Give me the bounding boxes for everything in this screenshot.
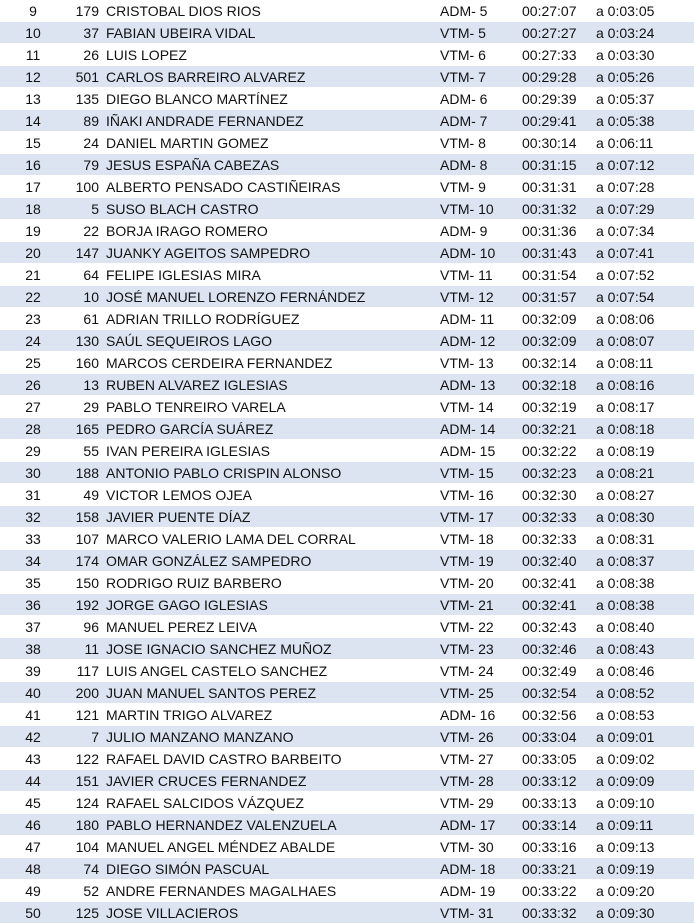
finish-time-cell: 00:33:22 [522,880,596,902]
runner-name-cell: DIEGO BLANCO MARTÍNEZ [104,88,440,110]
category-cell: VTM- 30 [440,836,522,858]
time-gap-cell: a 0:05:37 [596,88,694,110]
table-row [0,682,694,704]
finish-time-cell: 00:32:43 [522,616,596,638]
category-cell: ADM- 13 [440,374,522,396]
runner-name-cell: ALBERTO PENSADO CASTIÑEIRAS [104,176,440,198]
time-gap-cell: a 0:07:41 [596,242,694,264]
category-cell: VTM- 18 [440,528,522,550]
time-gap-cell: a 0:08:38 [596,594,694,616]
category-cell: VTM- 9 [440,176,522,198]
time-gap-cell: a 0:08:53 [596,704,694,726]
runner-name-cell: JOSE VILLACIEROS [104,902,440,924]
category-cell: VTM- 6 [440,44,522,66]
position-cell: 33 [0,528,66,550]
bib-number-cell: 52 [66,880,104,902]
table-row [0,902,694,924]
table-row [0,330,694,352]
bib-number-cell: 29 [66,396,104,418]
bib-number-cell: 64 [66,264,104,286]
time-gap-cell: a 0:07:29 [596,198,694,220]
finish-time-cell: 00:32:33 [522,528,596,550]
category-cell: VTM- 28 [440,770,522,792]
runner-name-cell: JUANKY AGEITOS SAMPEDRO [104,242,440,264]
table-row [0,484,694,506]
table-row [0,44,694,66]
time-gap-cell: a 0:08:31 [596,528,694,550]
runner-name-cell: JAVIER CRUCES FERNANDEZ [104,770,440,792]
time-gap-cell: a 0:08:18 [596,418,694,440]
bib-number-cell: 200 [66,682,104,704]
position-cell: 10 [0,22,66,44]
bib-number-cell: 158 [66,506,104,528]
time-gap-cell: a 0:08:40 [596,616,694,638]
time-gap-cell: a 0:09:20 [596,880,694,902]
category-cell: VTM- 12 [440,286,522,308]
category-cell: VTM- 29 [440,792,522,814]
position-cell: 48 [0,858,66,880]
runner-name-cell: SUSO BLACH CASTRO [104,198,440,220]
category-cell: VTM- 25 [440,682,522,704]
position-cell: 23 [0,308,66,330]
time-gap-cell: a 0:08:16 [596,374,694,396]
category-cell: ADM- 15 [440,440,522,462]
finish-time-cell: 00:32:21 [522,418,596,440]
runner-name-cell: JOSÉ MANUEL LORENZO FERNÁNDEZ [104,286,440,308]
finish-time-cell: 00:31:54 [522,264,596,286]
bib-number-cell: 74 [66,858,104,880]
bib-number-cell: 188 [66,462,104,484]
time-gap-cell: a 0:08:11 [596,352,694,374]
time-gap-cell: a 0:09:30 [596,902,694,924]
position-cell: 11 [0,44,66,66]
runner-name-cell: LUIS ANGEL CASTELO SANCHEZ [104,660,440,682]
category-cell: ADM- 10 [440,242,522,264]
position-cell: 45 [0,792,66,814]
finish-time-cell: 00:32:18 [522,374,596,396]
table-row [0,616,694,638]
finish-time-cell: 00:32:22 [522,440,596,462]
time-gap-cell: a 0:09:09 [596,770,694,792]
finish-time-cell: 00:33:14 [522,814,596,836]
time-gap-cell: a 0:07:12 [596,154,694,176]
position-cell: 41 [0,704,66,726]
finish-time-cell: 00:31:32 [522,198,596,220]
runner-name-cell: IÑAKI ANDRADE FERNANDEZ [104,110,440,132]
position-cell: 17 [0,176,66,198]
runner-name-cell: CARLOS BARREIRO ALVAREZ [104,66,440,88]
finish-time-cell: 00:32:33 [522,506,596,528]
position-cell: 13 [0,88,66,110]
category-cell: VTM- 7 [440,66,522,88]
runner-name-cell: JOSE IGNACIO SANCHEZ MUÑOZ [104,638,440,660]
category-cell: VTM- 19 [440,550,522,572]
bib-number-cell: 11 [66,638,104,660]
position-cell: 34 [0,550,66,572]
position-cell: 21 [0,264,66,286]
category-cell: VTM- 22 [440,616,522,638]
position-cell: 27 [0,396,66,418]
position-cell: 16 [0,154,66,176]
time-gap-cell: a 0:08:52 [596,682,694,704]
time-gap-cell: a 0:07:54 [596,286,694,308]
table-row [0,528,694,550]
runner-name-cell: JAVIER PUENTE DÍAZ [104,506,440,528]
category-cell: ADM- 7 [440,110,522,132]
runner-name-cell: VICTOR LEMOS OJEA [104,484,440,506]
table-row [0,748,694,770]
finish-time-cell: 00:31:43 [522,242,596,264]
table-row [0,418,694,440]
finish-time-cell: 00:32:19 [522,396,596,418]
category-cell: VTM- 15 [440,462,522,484]
table-row [0,286,694,308]
runner-name-cell: MANUEL PEREZ LEIVA [104,616,440,638]
table-row [0,220,694,242]
runner-name-cell: MARCO VALERIO LAMA DEL CORRAL [104,528,440,550]
finish-time-cell: 00:32:09 [522,330,596,352]
finish-time-cell: 00:32:09 [522,308,596,330]
runner-name-cell: DANIEL MARTIN GOMEZ [104,132,440,154]
table-row [0,550,694,572]
position-cell: 18 [0,198,66,220]
category-cell: VTM- 8 [440,132,522,154]
finish-time-cell: 00:32:46 [522,638,596,660]
position-cell: 28 [0,418,66,440]
finish-time-cell: 00:29:28 [522,66,596,88]
table-row [0,198,694,220]
runner-name-cell: JORGE GAGO IGLESIAS [104,594,440,616]
runner-name-cell: RAFAEL SALCIDOS VÁZQUEZ [104,792,440,814]
time-gap-cell: a 0:09:10 [596,792,694,814]
bib-number-cell: 104 [66,836,104,858]
runner-name-cell: JULIO MANZANO MANZANO [104,726,440,748]
runner-name-cell: LUIS LOPEZ [104,44,440,66]
position-cell: 32 [0,506,66,528]
finish-time-cell: 00:31:15 [522,154,596,176]
table-row [0,814,694,836]
finish-time-cell: 00:33:32 [522,902,596,924]
bib-number-cell: 55 [66,440,104,462]
category-cell: VTM- 21 [440,594,522,616]
bib-number-cell: 79 [66,154,104,176]
bib-number-cell: 180 [66,814,104,836]
finish-time-cell: 00:27:07 [522,0,596,22]
time-gap-cell: a 0:08:38 [596,572,694,594]
bib-number-cell: 13 [66,374,104,396]
bib-number-cell: 151 [66,770,104,792]
time-gap-cell: a 0:09:11 [596,814,694,836]
bib-number-cell: 121 [66,704,104,726]
position-cell: 50 [0,902,66,924]
position-cell: 9 [0,0,66,22]
table-row [0,242,694,264]
time-gap-cell: a 0:06:11 [596,132,694,154]
finish-time-cell: 00:31:31 [522,176,596,198]
table-row [0,352,694,374]
position-cell: 46 [0,814,66,836]
time-gap-cell: a 0:09:13 [596,836,694,858]
time-gap-cell: a 0:05:38 [596,110,694,132]
bib-number-cell: 192 [66,594,104,616]
time-gap-cell: a 0:08:07 [596,330,694,352]
finish-time-cell: 00:33:04 [522,726,596,748]
bib-number-cell: 89 [66,110,104,132]
finish-time-cell: 00:33:16 [522,836,596,858]
category-cell: ADM- 18 [440,858,522,880]
runner-name-cell: FELIPE IGLESIAS MIRA [104,264,440,286]
runner-name-cell: FABIAN UBEIRA VIDAL [104,22,440,44]
finish-time-cell: 00:31:36 [522,220,596,242]
category-cell: VTM- 13 [440,352,522,374]
table-row [0,462,694,484]
runner-name-cell: BORJA IRAGO ROMERO [104,220,440,242]
bib-number-cell: 10 [66,286,104,308]
bib-number-cell: 7 [66,726,104,748]
runner-name-cell: JUAN MANUEL SANTOS PEREZ [104,682,440,704]
bib-number-cell: 61 [66,308,104,330]
bib-number-cell: 37 [66,22,104,44]
bib-number-cell: 179 [66,0,104,22]
table-row [0,660,694,682]
position-cell: 43 [0,748,66,770]
bib-number-cell: 124 [66,792,104,814]
position-cell: 35 [0,572,66,594]
table-row [0,858,694,880]
table-row [0,704,694,726]
finish-time-cell: 00:33:13 [522,792,596,814]
finish-time-cell: 00:33:05 [522,748,596,770]
runner-name-cell: RUBEN ALVAREZ IGLESIAS [104,374,440,396]
time-gap-cell: a 0:08:27 [596,484,694,506]
finish-time-cell: 00:32:54 [522,682,596,704]
position-cell: 49 [0,880,66,902]
runner-name-cell: CRISTOBAL DIOS RIOS [104,0,440,22]
table-row [0,110,694,132]
table-row [0,66,694,88]
position-cell: 47 [0,836,66,858]
position-cell: 36 [0,594,66,616]
runner-name-cell: ANTONIO PABLO CRISPIN ALONSO [104,462,440,484]
category-cell: ADM- 17 [440,814,522,836]
position-cell: 14 [0,110,66,132]
bib-number-cell: 117 [66,660,104,682]
category-cell: VTM- 5 [440,22,522,44]
table-row [0,88,694,110]
finish-time-cell: 00:33:21 [522,858,596,880]
table-row [0,836,694,858]
position-cell: 19 [0,220,66,242]
bib-number-cell: 107 [66,528,104,550]
table-row [0,880,694,902]
category-cell: ADM- 16 [440,704,522,726]
time-gap-cell: a 0:07:52 [596,264,694,286]
position-cell: 24 [0,330,66,352]
runner-name-cell: PEDRO GARCÍA SUÁREZ [104,418,440,440]
runner-name-cell: SAÚL SEQUEIROS LAGO [104,330,440,352]
bib-number-cell: 5 [66,198,104,220]
bib-number-cell: 49 [66,484,104,506]
time-gap-cell: a 0:08:37 [596,550,694,572]
bib-number-cell: 501 [66,66,104,88]
runner-name-cell: OMAR GONZÁLEZ SAMPEDRO [104,550,440,572]
position-cell: 39 [0,660,66,682]
runner-name-cell: RAFAEL DAVID CASTRO BARBEITO [104,748,440,770]
time-gap-cell: a 0:07:34 [596,220,694,242]
position-cell: 40 [0,682,66,704]
position-cell: 30 [0,462,66,484]
position-cell: 29 [0,440,66,462]
position-cell: 20 [0,242,66,264]
finish-time-cell: 00:32:41 [522,572,596,594]
bib-number-cell: 135 [66,88,104,110]
table-row [0,726,694,748]
table-row [0,0,694,22]
runner-name-cell: RODRIGO RUIZ BARBERO [104,572,440,594]
table-row [0,22,694,44]
category-cell: ADM- 8 [440,154,522,176]
finish-time-cell: 00:32:41 [522,594,596,616]
time-gap-cell: a 0:03:24 [596,22,694,44]
category-cell: VTM- 16 [440,484,522,506]
finish-time-cell: 00:32:23 [522,462,596,484]
bib-number-cell: 160 [66,352,104,374]
runner-name-cell: PABLO HERNANDEZ VALENZUELA [104,814,440,836]
time-gap-cell: a 0:08:30 [596,506,694,528]
bib-number-cell: 24 [66,132,104,154]
finish-time-cell: 00:31:57 [522,286,596,308]
bib-number-cell: 130 [66,330,104,352]
position-cell: 38 [0,638,66,660]
time-gap-cell: a 0:08:06 [596,308,694,330]
bib-number-cell: 125 [66,902,104,924]
position-cell: 37 [0,616,66,638]
table-row [0,638,694,660]
bib-number-cell: 150 [66,572,104,594]
table-row [0,396,694,418]
time-gap-cell: a 0:08:21 [596,462,694,484]
bib-number-cell: 174 [66,550,104,572]
runner-name-cell: MARTIN TRIGO ALVAREZ [104,704,440,726]
finish-time-cell: 00:32:30 [522,484,596,506]
position-cell: 31 [0,484,66,506]
table-row [0,154,694,176]
table-row [0,770,694,792]
time-gap-cell: a 0:09:19 [596,858,694,880]
time-gap-cell: a 0:09:02 [596,748,694,770]
table-row [0,572,694,594]
runner-name-cell: PABLO TENREIRO VARELA [104,396,440,418]
time-gap-cell: a 0:03:05 [596,0,694,22]
category-cell: VTM- 11 [440,264,522,286]
table-row [0,792,694,814]
finish-time-cell: 00:29:41 [522,110,596,132]
bib-number-cell: 100 [66,176,104,198]
finish-time-cell: 00:32:49 [522,660,596,682]
bib-number-cell: 165 [66,418,104,440]
time-gap-cell: a 0:08:46 [596,660,694,682]
bib-number-cell: 26 [66,44,104,66]
category-cell: ADM- 9 [440,220,522,242]
position-cell: 12 [0,66,66,88]
category-cell: ADM- 5 [440,0,522,22]
table-row [0,440,694,462]
category-cell: VTM- 24 [440,660,522,682]
runner-name-cell: DIEGO SIMÓN PASCUAL [104,858,440,880]
runner-name-cell: IVAN PEREIRA IGLESIAS [104,440,440,462]
finish-time-cell: 00:33:12 [522,770,596,792]
bib-number-cell: 147 [66,242,104,264]
table-row [0,308,694,330]
finish-time-cell: 00:29:39 [522,88,596,110]
table-row [0,132,694,154]
finish-time-cell: 00:27:27 [522,22,596,44]
runner-name-cell: MANUEL ANGEL MÉNDEZ ABALDE [104,836,440,858]
runner-name-cell: ADRIAN TRILLO RODRÍGUEZ [104,308,440,330]
bib-number-cell: 22 [66,220,104,242]
table-row [0,594,694,616]
time-gap-cell: a 0:08:43 [596,638,694,660]
category-cell: VTM- 27 [440,748,522,770]
category-cell: VTM- 23 [440,638,522,660]
runner-name-cell: JESUS ESPAÑA CABEZAS [104,154,440,176]
runner-name-cell: MARCOS CERDEIRA FERNANDEZ [104,352,440,374]
finish-time-cell: 00:30:14 [522,132,596,154]
position-cell: 25 [0,352,66,374]
category-cell: VTM- 10 [440,198,522,220]
finish-time-cell: 00:32:14 [522,352,596,374]
category-cell: VTM- 14 [440,396,522,418]
finish-time-cell: 00:27:33 [522,44,596,66]
bib-number-cell: 122 [66,748,104,770]
position-cell: 42 [0,726,66,748]
category-cell: VTM- 17 [440,506,522,528]
category-cell: VTM- 31 [440,902,522,924]
time-gap-cell: a 0:05:26 [596,66,694,88]
position-cell: 15 [0,132,66,154]
category-cell: ADM- 6 [440,88,522,110]
time-gap-cell: a 0:03:30 [596,44,694,66]
time-gap-cell: a 0:08:19 [596,440,694,462]
runner-name-cell: ANDRE FERNANDES MAGALHAES [104,880,440,902]
category-cell: ADM- 14 [440,418,522,440]
time-gap-cell: a 0:08:17 [596,396,694,418]
time-gap-cell: a 0:09:01 [596,726,694,748]
position-cell: 26 [0,374,66,396]
position-cell: 22 [0,286,66,308]
position-cell: 44 [0,770,66,792]
bib-number-cell: 96 [66,616,104,638]
finish-time-cell: 00:32:56 [522,704,596,726]
category-cell: ADM- 19 [440,880,522,902]
time-gap-cell: a 0:07:28 [596,176,694,198]
category-cell: ADM- 11 [440,308,522,330]
table-row [0,506,694,528]
category-cell: VTM- 20 [440,572,522,594]
category-cell: ADM- 12 [440,330,522,352]
table-row [0,264,694,286]
table-row [0,176,694,198]
table-row [0,374,694,396]
category-cell: VTM- 26 [440,726,522,748]
finish-time-cell: 00:32:40 [522,550,596,572]
